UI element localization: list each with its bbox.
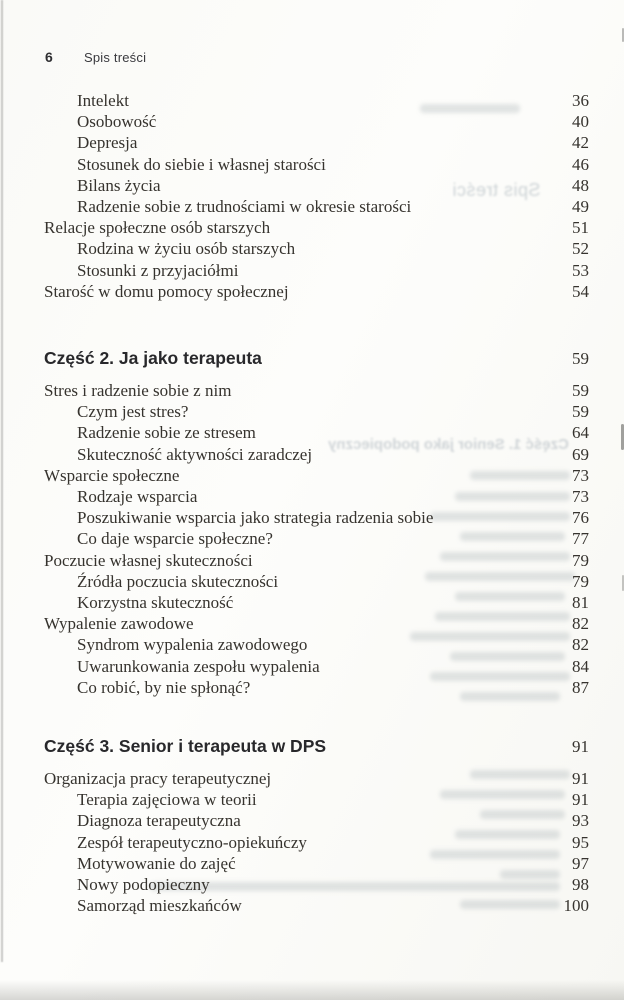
toc-entry xyxy=(44,677,589,698)
toc-entry-label: Nowy podopieczny xyxy=(77,875,210,895)
toc-section xyxy=(44,346,589,698)
toc-part-heading-page: 59 xyxy=(572,349,589,369)
toc-entry xyxy=(44,486,589,507)
toc-entry-label: Korzystna skuteczność xyxy=(77,593,234,613)
toc-entry xyxy=(44,634,589,655)
toc-entry xyxy=(44,444,589,465)
toc-part-heading-label: Część 3. Senior i terapeuta w DPS xyxy=(44,736,327,757)
toc-entry-label: Stosunki z przyjaciółmi xyxy=(77,260,239,280)
toc-part-heading xyxy=(44,734,589,759)
toc-entry-page: 98 xyxy=(572,875,589,895)
toc-entry xyxy=(44,832,589,853)
toc-entry-page: 36 xyxy=(572,91,589,110)
toc-entry xyxy=(44,465,589,486)
scan-bottom-shadow xyxy=(0,980,624,1000)
toc-entry-label: Motywowanie do zajęć xyxy=(77,853,236,873)
toc-entry-label: Poczucie własnej skuteczności xyxy=(44,550,253,570)
toc-entry xyxy=(44,592,589,613)
toc-entry-page: 69 xyxy=(572,444,589,464)
page-header xyxy=(45,49,146,65)
table-of-contents xyxy=(44,90,589,917)
toc-entry-page: 93 xyxy=(572,811,589,831)
toc-part-heading xyxy=(44,346,589,371)
toc-part-heading-label: Część 2. Ja jako terapeuta xyxy=(44,348,262,369)
toc-entry-page: 84 xyxy=(572,656,589,676)
scan-edge-line xyxy=(1,0,3,962)
toc-entry xyxy=(44,789,589,810)
toc-entry-label: Czym jest stres? xyxy=(77,402,189,422)
toc-section xyxy=(44,734,589,916)
toc-entry-label: Rodzina w życiu osób starszych xyxy=(77,239,296,259)
toc-entry-label: Syndrom wypalenia zawodowego xyxy=(77,635,308,655)
page-number: 6 xyxy=(45,49,53,65)
toc-entry-label: Radzenie sobie ze stresem xyxy=(77,423,256,443)
toc-entry-page: 53 xyxy=(572,260,589,280)
toc-entry-label: Zespół terapeutyczno-opiekuńczy xyxy=(77,832,307,852)
toc-entry xyxy=(44,380,589,401)
toc-entry-label: Wsparcie społeczne xyxy=(44,465,180,485)
toc-entry-page: 40 xyxy=(572,112,589,132)
toc-entry xyxy=(44,613,589,634)
toc-entry-page: 64 xyxy=(572,423,589,443)
toc-entry xyxy=(44,507,589,528)
toc-entry xyxy=(44,281,589,302)
toc-entry xyxy=(44,401,589,422)
toc-entry xyxy=(44,238,589,259)
toc-entry xyxy=(44,154,589,175)
toc-entry xyxy=(44,111,589,132)
toc-entry-label: Co robić, by nie spłonąć? xyxy=(77,677,251,697)
toc-entry xyxy=(44,810,589,831)
toc-entry-page: 51 xyxy=(572,218,589,238)
toc-entry-label: Terapia zajęciowa w teorii xyxy=(77,790,257,810)
toc-entry-page: 46 xyxy=(572,154,589,174)
toc-entry-label: Depresja xyxy=(77,133,138,153)
toc-entry-page: 82 xyxy=(572,614,589,634)
toc-part-heading-page: 91 xyxy=(572,737,589,757)
toc-entry-page: 79 xyxy=(572,550,589,570)
toc-entry-label: Uwarunkowania zespołu wypalenia xyxy=(77,656,320,676)
toc-entry-label: Diagnoza terapeutyczna xyxy=(77,811,241,831)
toc-entry-page: 81 xyxy=(572,593,589,613)
toc-entry-page: 91 xyxy=(572,790,589,810)
toc-entry-page: 79 xyxy=(572,571,589,591)
toc-entry-page: 73 xyxy=(572,465,589,485)
toc-entry-page: 87 xyxy=(572,677,589,697)
toc-entry xyxy=(44,528,589,549)
toc-entry-page: 77 xyxy=(572,529,589,549)
toc-entry-page: 100 xyxy=(563,896,589,916)
toc-entry-page: 59 xyxy=(572,381,589,401)
toc-entry-page: 52 xyxy=(572,239,589,259)
toc-entry-label: Poszukiwanie wsparcia jako strategia radzenia sobie xyxy=(77,508,434,528)
toc-entry xyxy=(44,656,589,677)
bleedthrough-running-title: Spis treści xyxy=(452,180,541,200)
toc-entry-label: Stosunek do siebie i własnej starości xyxy=(77,154,326,174)
toc-entry-page: 95 xyxy=(572,832,589,852)
toc-section xyxy=(44,90,589,302)
toc-entry xyxy=(44,571,589,592)
toc-entry xyxy=(44,874,589,895)
toc-entry-page: 59 xyxy=(572,402,589,422)
toc-entry-label: Bilans życia xyxy=(77,175,161,195)
toc-entry-page: 91 xyxy=(572,769,589,789)
toc-entry xyxy=(44,196,589,217)
toc-entry xyxy=(44,895,589,916)
toc-entry-label: Rodzaje wsparcia xyxy=(77,487,198,507)
toc-entry xyxy=(44,768,589,789)
toc-entry-label: Co daje wsparcie społeczne? xyxy=(77,529,273,549)
toc-entry xyxy=(44,853,589,874)
toc-entry-label: Stres i radzenie sobie z nim xyxy=(44,381,232,401)
toc-entry-label: Intelekt xyxy=(77,91,129,110)
toc-entry-page: 97 xyxy=(572,853,589,873)
toc-entry-page: 76 xyxy=(572,508,589,528)
toc-entry-label: Radzenie sobie z trudnościami w okresie starości xyxy=(77,197,412,217)
toc-entry-page: 49 xyxy=(572,197,589,217)
bleedthrough-part-heading: Część 1. Senior jako podopieczny xyxy=(328,436,569,453)
toc-entry-label: Źródła poczucia skuteczności xyxy=(77,571,279,591)
toc-entry xyxy=(44,175,589,196)
toc-entry xyxy=(44,260,589,281)
toc-entry xyxy=(44,422,589,443)
toc-entry-label: Relacje społeczne osób starszych xyxy=(44,218,271,238)
toc-entry-label: Samorząd mieszkańców xyxy=(77,896,242,916)
toc-entry xyxy=(44,90,589,111)
toc-entry-label: Skuteczność aktywności zaradczej xyxy=(77,444,313,464)
toc-entry xyxy=(44,217,589,238)
toc-entry-page: 82 xyxy=(572,635,589,655)
toc-entry xyxy=(44,132,589,153)
toc-entry-page: 42 xyxy=(572,133,589,153)
toc-entry-page: 54 xyxy=(572,281,589,301)
toc-entry-label: Osobowość xyxy=(77,112,157,132)
toc-entry xyxy=(44,550,589,571)
toc-entry-label: Organizacja pracy terapeutycznej xyxy=(44,769,272,789)
toc-entry-page: 48 xyxy=(572,175,589,195)
toc-entry-page: 73 xyxy=(572,487,589,507)
toc-entry-label: Starość w domu pomocy społecznej xyxy=(44,281,289,301)
toc-entry-label: Wypalenie zawodowe xyxy=(44,614,194,634)
running-title: Spis treści xyxy=(84,50,147,65)
